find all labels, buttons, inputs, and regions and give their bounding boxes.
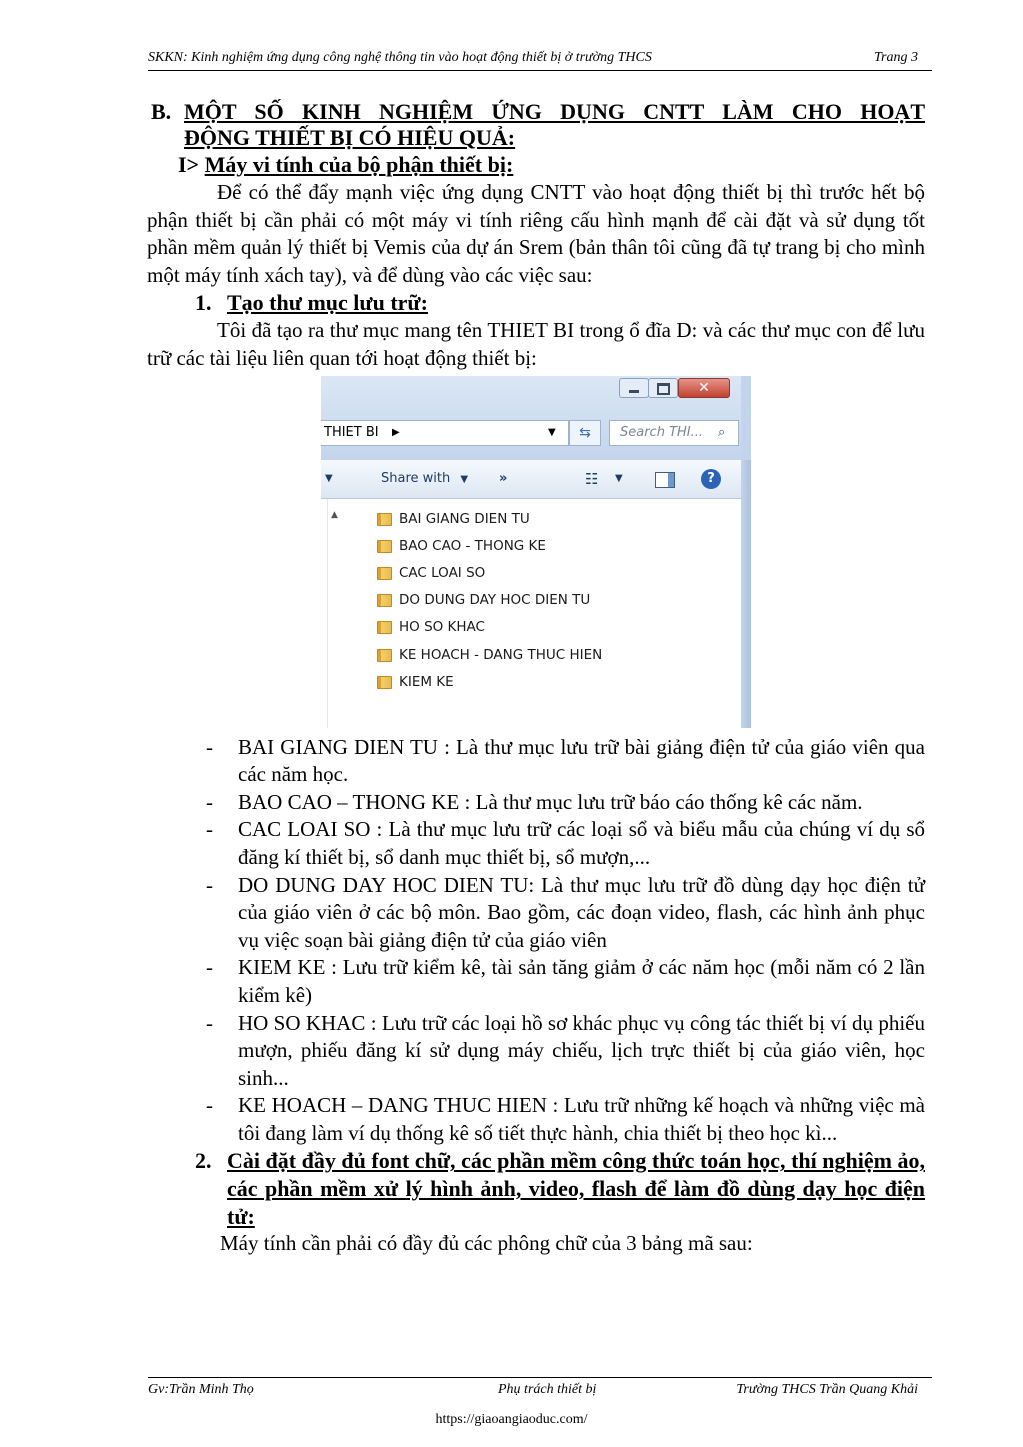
page-number: Trang 3 xyxy=(874,50,918,65)
bullet-dash: - xyxy=(206,817,213,842)
folder-label: BAO CAO - THONG KE xyxy=(399,537,546,554)
folder-item[interactable] xyxy=(375,614,735,641)
header-title: SKKN: Kinh nghiệm ứng dụng công nghệ thông tin vào hoạt động thiết bị ở trường THCS xyxy=(148,50,652,65)
bullet-text: CAC LOAI SO : Là thư mục lưu trữ các loại sổ và biểu mẫu của chúng ví dụ sổ đăng kí thiết bị, sổ danh mục thiết bị, sổ mượn,... xyxy=(238,817,925,869)
folder-icon xyxy=(377,594,392,607)
folder-label: KIEM KE xyxy=(399,673,454,690)
search-box[interactable] xyxy=(609,420,739,446)
share-dropdown-icon: ▼ xyxy=(460,473,469,485)
breadcrumb-chevron-icon[interactable]: ▶ xyxy=(392,426,400,438)
bullet-item xyxy=(147,872,925,955)
help-icon[interactable]: ? xyxy=(701,469,721,489)
bullet-item xyxy=(147,1010,925,1093)
preview-pane-icon[interactable] xyxy=(655,472,675,488)
folder-item[interactable] xyxy=(375,642,735,669)
bullet-text: HO SO KHAC : Lưu trữ các loại hồ sơ khác phục vụ công tác thiết bị ví dụ phiếu mượn, phiếu đăng kí sử dụng máy chiếu, lịch trực thiết bị của giáo viên, học sinh... xyxy=(238,1010,925,1090)
section-b-title-line2: ĐỘNG THIẾT BỊ CÓ HIỆU QUẢ: xyxy=(184,125,516,150)
folder-list xyxy=(375,506,735,696)
folder-item[interactable] xyxy=(375,533,735,560)
section-i-label: I> xyxy=(178,152,200,177)
folder-item[interactable] xyxy=(375,560,735,587)
folder-label: BAI GIANG DIEN TU xyxy=(399,510,530,527)
search-input[interactable]: Search THI... xyxy=(620,424,704,440)
window-frame-right xyxy=(741,460,751,728)
view-dropdown-icon[interactable]: ▼ xyxy=(615,472,623,484)
bullet-text: BAI GIANG DIEN TU : Là thư mục lưu trữ bài giảng điện tử của giáo viên qua các năm học. xyxy=(238,734,925,787)
address-dropdown-icon[interactable]: ▼ xyxy=(548,426,556,438)
close-button[interactable] xyxy=(678,378,730,398)
folder-item[interactable] xyxy=(375,506,735,533)
folder-icon xyxy=(377,649,392,662)
section-b-label: B. xyxy=(151,99,172,124)
section-i-heading xyxy=(147,151,925,179)
bullet-text: KE HOACH – DANG THUC HIEN : Lưu trữ những kế hoạch và những việc mà tôi đang làm ví dụ thống kê số tiết thực hành, chia thiết bị theo học kì... xyxy=(238,1093,925,1145)
refresh-icon: ⇆ xyxy=(579,424,591,441)
bullet-dash: - xyxy=(206,955,213,980)
footer-author: Gv:Trần Minh Thọ xyxy=(148,1382,254,1397)
command-bar xyxy=(321,460,741,499)
folder-label: DO DUNG DAY HOC DIEN TU xyxy=(399,592,591,609)
search-icon: ⌕ xyxy=(718,424,726,440)
bullet-dash: - xyxy=(206,1010,213,1035)
bullet-item xyxy=(147,734,925,789)
footer-role: Phụ trách thiết bị xyxy=(498,1382,597,1397)
bullet-dash: - xyxy=(206,872,213,897)
close-icon: ✕ xyxy=(698,379,710,396)
bullet-text: BAO CAO – THONG KE : Là thư mục lưu trữ báo cáo thống kê các năm. xyxy=(238,789,863,814)
organize-dropdown-icon[interactable]: ▼ xyxy=(325,472,333,484)
bullet-text: KIEM KE : Lưu trữ kiểm kê, tài sản tăng giảm ở các năm học (mỗi năm có 2 lần kiểm kê) xyxy=(238,955,925,1007)
section-b-heading xyxy=(147,99,925,125)
breadcrumb[interactable]: THIET BI xyxy=(324,424,379,440)
section-b-title-line1: MỘT SỐ KINH NGHIỆM ỨNG DỤNG CNTT LÀM CHO HOẠT xyxy=(184,99,925,124)
item1-title: Tạo thư mục lưu trữ: xyxy=(227,290,428,316)
folder-label: CAC LOAI SO xyxy=(399,564,486,581)
source-url[interactable]: https://giaoangiaoduc.com/ xyxy=(435,1412,588,1427)
item1-paragraph: Tôi đã tạo ra thư mục mang tên THIET BI trong ổ đĩa D: và các thư mục con để lưu trữ các tài liệu liên quan tới hoạt động thiết bị: xyxy=(147,318,925,370)
item1-heading xyxy=(147,289,925,317)
view-options-icon[interactable]: ☷ xyxy=(585,469,599,488)
refresh-button[interactable] xyxy=(569,420,601,446)
bullet-dash: - xyxy=(206,789,213,814)
footer-school: Trường THCS Trần Quang Khải xyxy=(736,1382,918,1397)
address-bar[interactable] xyxy=(321,420,569,446)
folder-label: HO SO KHAC xyxy=(399,619,485,636)
navigation-pane[interactable] xyxy=(321,499,328,728)
page-header xyxy=(148,50,932,71)
explorer-screenshot xyxy=(321,376,751,728)
bullet-item xyxy=(147,954,925,1009)
more-commands-button[interactable]: » xyxy=(499,470,508,486)
folder-icon xyxy=(377,676,392,689)
folder-icon xyxy=(377,513,392,526)
section-i-title: Máy vi tính của bộ phận thiết bị: xyxy=(204,152,514,177)
item1-number: 1. xyxy=(195,290,212,316)
item2-heading xyxy=(147,1147,925,1230)
maximize-button[interactable] xyxy=(648,378,678,398)
document-body xyxy=(147,99,925,1258)
item2-paragraph: Máy tính cần phải có đầy đủ các phông chữ của 3 bảng mã sau: xyxy=(220,1231,753,1256)
minimize-button[interactable] xyxy=(619,378,649,398)
bullet-item xyxy=(147,1092,925,1147)
minimize-icon xyxy=(629,390,639,393)
folder-item[interactable] xyxy=(375,669,735,696)
page-footer xyxy=(148,1377,932,1402)
folder-icon xyxy=(377,621,392,634)
bullet-item xyxy=(147,816,925,871)
scroll-up-icon[interactable]: ▲ xyxy=(331,509,338,520)
share-with-button[interactable] xyxy=(381,460,468,499)
folder-icon xyxy=(377,567,392,580)
bullet-text: DO DUNG DAY HOC DIEN TU: Là thư mục lưu trữ đồ dùng dạy học điện tử của giáo viên ở các bộ môn. Bao gồm, các đoạn video, flash, các hình ảnh phục vụ việc soạn bài giảng điện tử của giáo viên xyxy=(238,872,925,952)
bullet-list xyxy=(147,734,925,1148)
bullet-dash: - xyxy=(206,1093,213,1118)
bullet-dash: - xyxy=(206,734,213,759)
bullet-item xyxy=(147,789,925,817)
folder-label: KE HOACH - DANG THUC HIEN xyxy=(399,646,603,663)
section-b-heading-line2 xyxy=(147,125,925,151)
folder-item[interactable] xyxy=(375,587,735,614)
item2-number: 2. xyxy=(195,1148,212,1174)
share-with-label: Share with xyxy=(381,470,451,486)
maximize-icon xyxy=(657,383,670,395)
folder-icon xyxy=(377,540,392,553)
section-i-paragraph: Để có thể đẩy mạnh việc ứng dụng CNTT vào hoạt động thiết bị thì trước hết bộ phận thiết bị cần phải có một máy vi tính riêng cấu hình mạnh để cài đặt và sử dụng tốt phần mềm quản lý thiết bị Vemis của dự án Srem (bản thân tôi cũng đã tự trang bị cho mình một máy tính xách tay), và để dùng vào các việc sau: xyxy=(147,180,925,287)
item2-title: Cài đặt đầy đủ font chữ, các phần mềm công thức toán học, thí nghiệm ảo, các phần mềm xử lý hình ảnh, video, flash để làm đồ dùng dạy học điện tử: xyxy=(227,1148,925,1229)
